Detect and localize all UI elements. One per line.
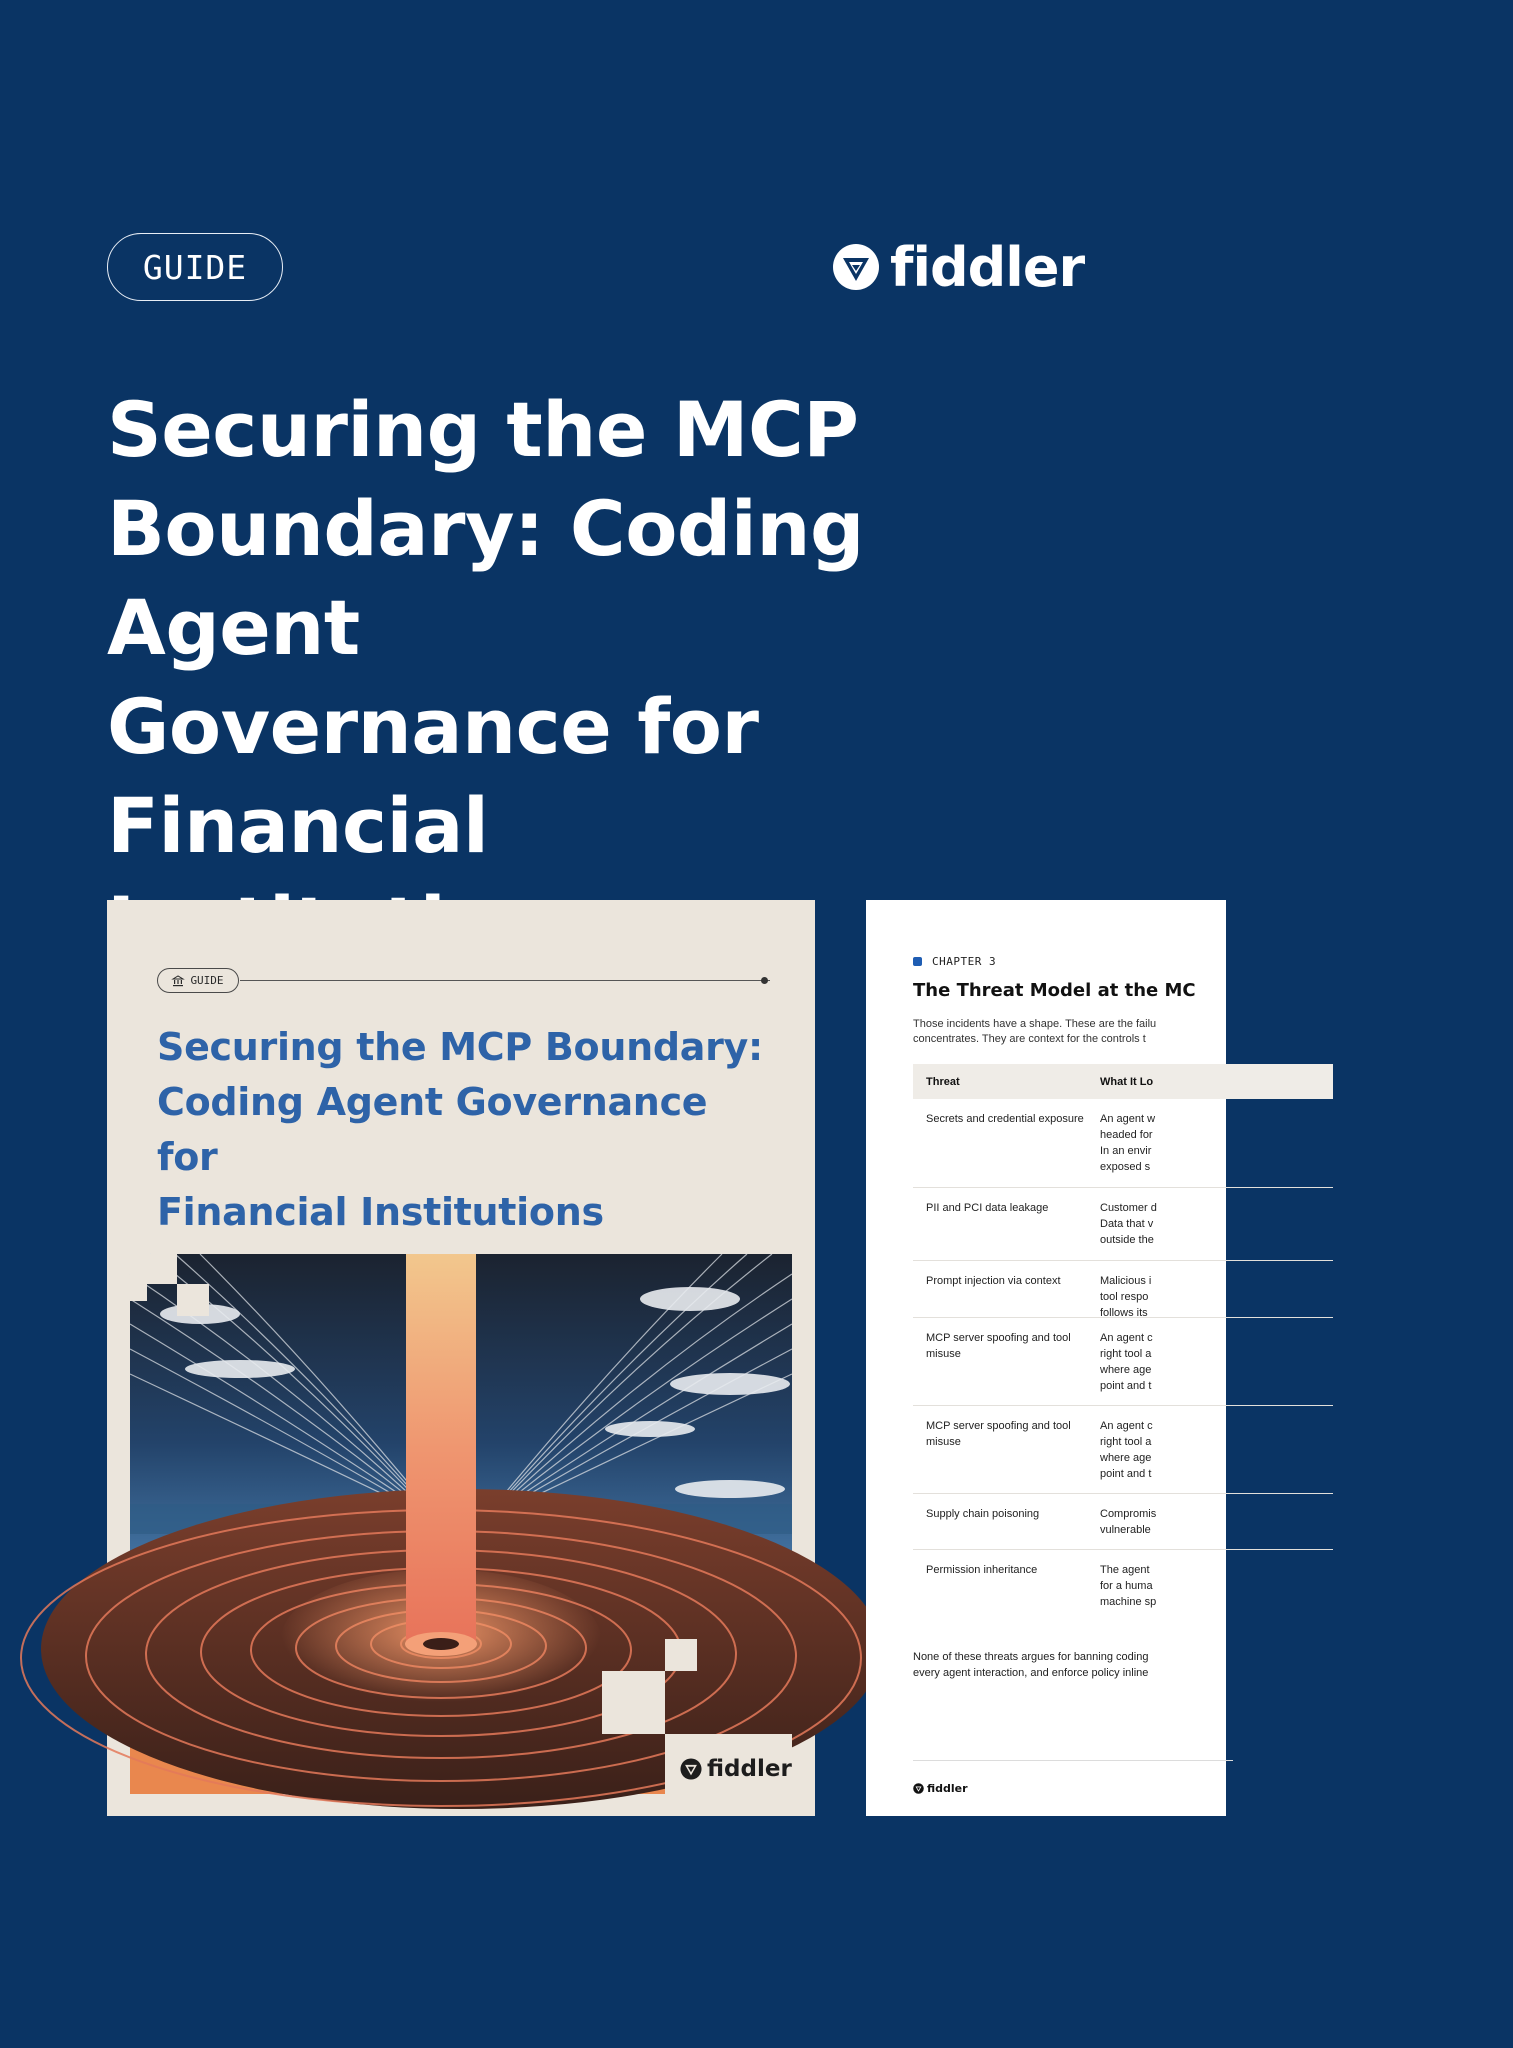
threat-cell: Supply chain poisoning	[926, 1508, 1040, 1520]
cover-title-line: Coding Agent Governance for	[157, 1080, 708, 1179]
threat-cell: MCP server spoofing and tool misuse	[926, 1420, 1071, 1448]
cover-illustration	[130, 1254, 792, 1794]
fiddler-brand	[832, 235, 1085, 299]
description-cell	[1100, 1188, 1333, 1260]
column-header: Threat	[926, 1075, 960, 1088]
intro-line: Those incidents have a shape. These are the failu	[913, 1018, 1157, 1030]
desc-line: An agent c	[1100, 1420, 1153, 1432]
description-cell	[1100, 1099, 1333, 1187]
chapter-label	[913, 955, 996, 968]
footer-line: None of these threats argues for banning coding	[913, 1651, 1149, 1663]
description-cell	[1100, 1494, 1333, 1549]
title-line: Governance for Financial	[107, 682, 759, 870]
threat-cell: Secrets and credential exposure	[926, 1113, 1084, 1125]
desc-line: point and t	[1100, 1380, 1152, 1392]
desc-line: tool respo	[1100, 1291, 1149, 1303]
cover-divider-dot	[761, 977, 768, 984]
desc-line: machine sp	[1100, 1596, 1157, 1608]
description-cell	[1100, 1550, 1333, 1622]
guide-badge	[107, 233, 283, 301]
document-footer-text	[913, 1649, 1148, 1681]
cover-title-line: Securing the MCP Boundary:	[157, 1025, 763, 1069]
title-line: Securing the MCP	[107, 385, 859, 474]
desc-line: An agent c	[1100, 1332, 1153, 1344]
desc-line: vulnerable	[1100, 1524, 1151, 1536]
desc-line: Compromis	[1100, 1508, 1157, 1520]
desc-line: Malicious i	[1100, 1275, 1152, 1287]
desc-line: where age	[1100, 1364, 1152, 1376]
brand-name: fiddler	[890, 235, 1085, 299]
document-intro	[913, 1017, 1513, 1047]
description-cell	[1100, 1261, 1333, 1317]
guide-cover	[107, 900, 815, 1816]
desc-line: outside the	[1100, 1234, 1154, 1246]
desc-line: An agent w	[1100, 1113, 1156, 1125]
fiddler-logo-icon	[913, 1783, 924, 1794]
desc-line: Customer d	[1100, 1202, 1157, 1214]
threat-table	[913, 1064, 1333, 1622]
fiddler-logo-icon	[832, 243, 880, 291]
bank-icon	[172, 975, 184, 987]
document-page-preview	[866, 900, 1226, 1816]
desc-line: right tool a	[1100, 1436, 1152, 1448]
document-brand-name: fiddler	[927, 1782, 968, 1795]
document-heading: The Threat Model at the MC	[913, 980, 1196, 1001]
document-divider	[913, 1760, 1233, 1761]
table-row	[913, 1494, 1333, 1550]
cover-badge	[157, 968, 239, 993]
footer-line: every agent interaction, and enforce policy inline	[913, 1667, 1149, 1679]
page-title	[107, 380, 1067, 974]
table-row	[913, 1261, 1333, 1318]
desc-line: headed for	[1100, 1129, 1153, 1141]
cover-brand-name: fiddler	[707, 1756, 792, 1782]
table-row	[913, 1188, 1333, 1261]
desc-line: where age	[1100, 1452, 1152, 1464]
document-brand	[913, 1782, 968, 1795]
desc-line: Data that v	[1100, 1218, 1154, 1230]
guide-badge-label: GUIDE	[142, 247, 248, 287]
cover-badge-label: GUIDE	[190, 974, 224, 987]
threat-cell: Permission inheritance	[926, 1564, 1038, 1576]
desc-line: right tool a	[1100, 1348, 1152, 1360]
table-row	[913, 1550, 1333, 1622]
table-row	[913, 1406, 1333, 1494]
table-row	[913, 1318, 1333, 1406]
threat-cell: Prompt injection via context	[926, 1275, 1061, 1287]
chapter-text: CHAPTER 3	[932, 955, 997, 968]
table-header	[913, 1064, 1333, 1099]
desc-line: follows its	[1100, 1307, 1148, 1319]
cover-brand	[680, 1756, 792, 1782]
column-header: What It Lo	[1100, 1075, 1154, 1088]
description-cell	[1100, 1318, 1333, 1405]
description-cell	[1100, 1406, 1333, 1493]
cover-divider	[240, 980, 770, 981]
title-line: Boundary: Coding Agent	[107, 484, 864, 672]
chapter-square-icon	[913, 957, 922, 966]
table-row	[913, 1099, 1333, 1188]
desc-line: exposed s	[1100, 1161, 1151, 1173]
fiddler-logo-icon	[680, 1758, 702, 1780]
intro-line: concentrates. They are context for the controls t	[913, 1033, 1146, 1045]
threat-cell: MCP server spoofing and tool misuse	[926, 1332, 1071, 1360]
cover-title	[157, 1020, 777, 1240]
threat-cell: PII and PCI data leakage	[926, 1202, 1049, 1214]
desc-line: for a huma	[1100, 1580, 1153, 1592]
desc-line: point and t	[1100, 1468, 1152, 1480]
cover-title-line: Financial Institutions	[157, 1190, 604, 1234]
desc-line: In an envir	[1100, 1145, 1152, 1157]
desc-line: The agent	[1100, 1564, 1150, 1576]
